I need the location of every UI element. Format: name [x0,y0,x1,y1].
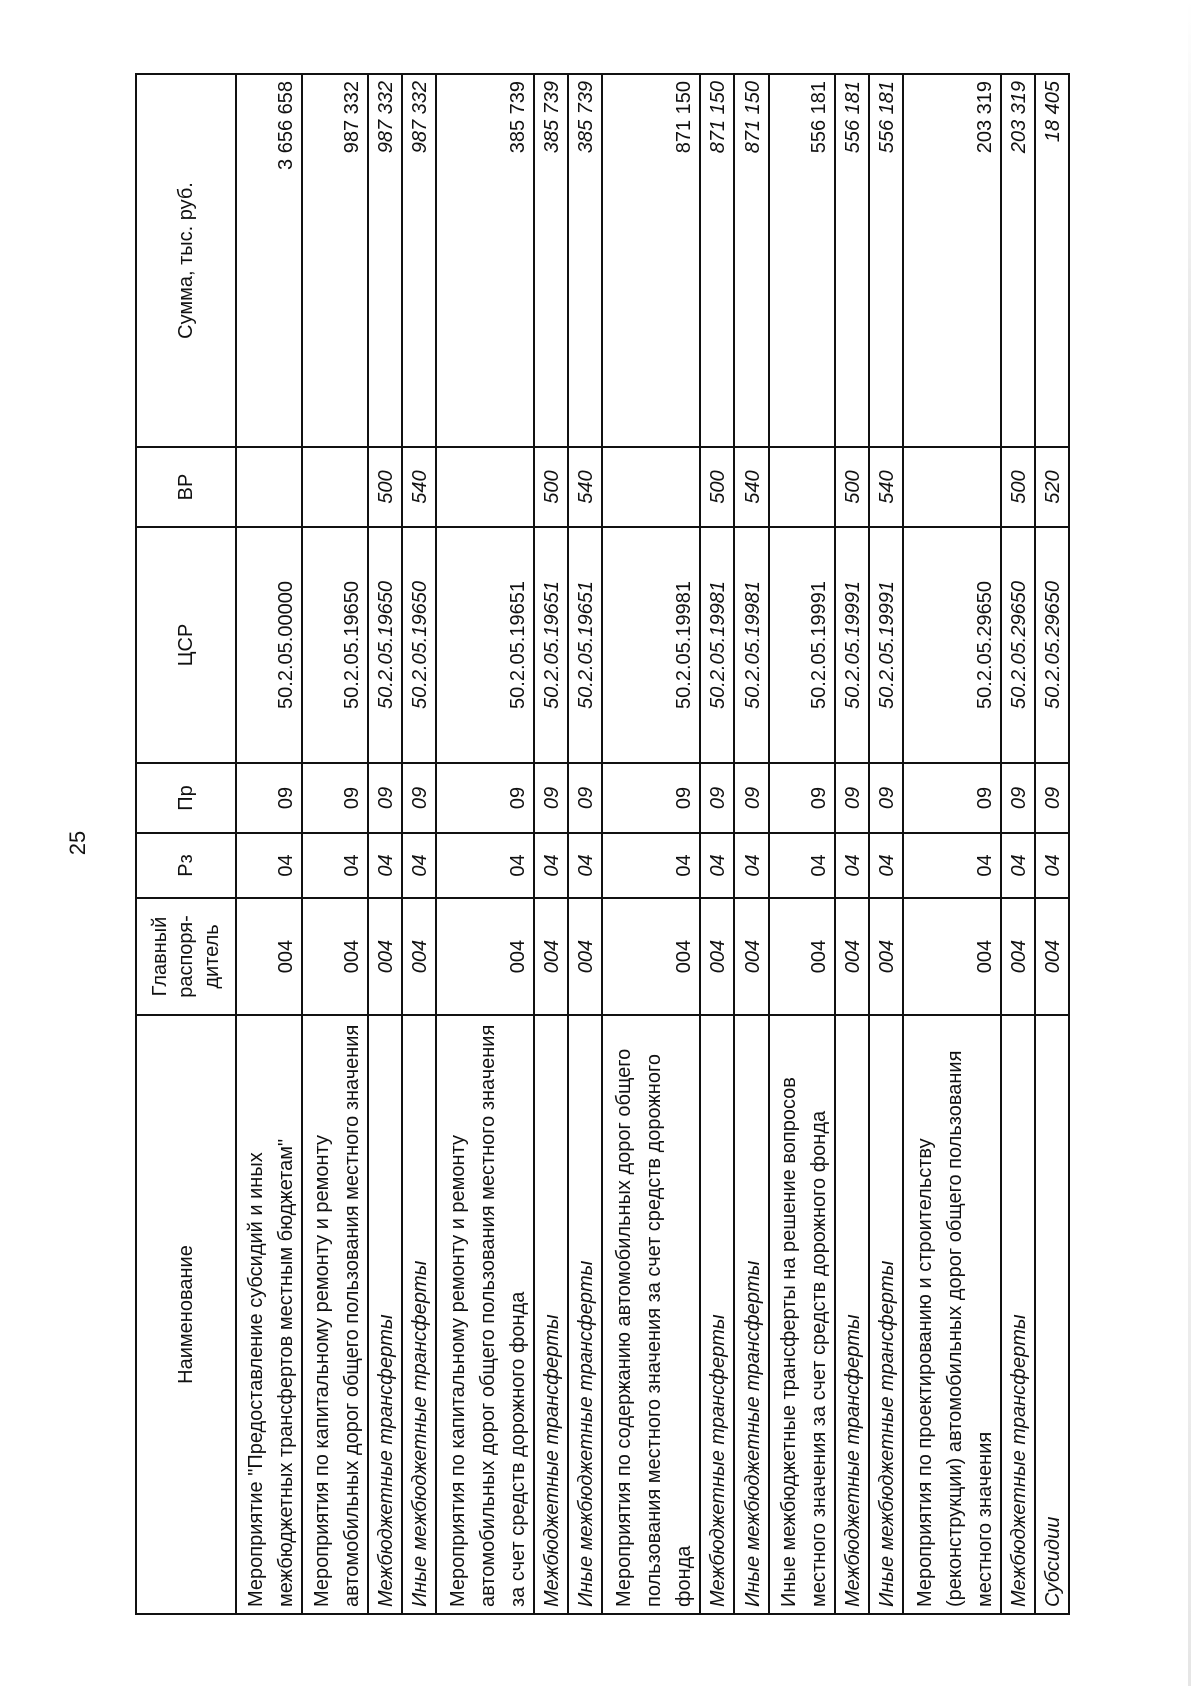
cell-rz: 04 [568,833,602,898]
cell-pr: 09 [236,763,302,833]
cell-name: Мероприятия по содержанию автомобильных дорог общего пользования местного значения за счет средств дорожного фонда [602,1015,700,1614]
cell-csr: 50.2.05.19991 [869,527,903,763]
cell-rz: 04 [835,833,869,898]
cell-sum: 556 181 [869,74,903,447]
table-row [368,74,402,1614]
cell-name: Межбюджетные трансферты [368,1015,402,1614]
cell-sum: 987 332 [302,74,368,447]
cell-rz: 04 [534,833,568,898]
table-row [302,74,368,1614]
cell-rz: 04 [769,833,835,898]
cell-pr: 09 [835,763,869,833]
cell-rz: 04 [368,833,402,898]
cell-admin: 004 [436,898,534,1015]
cell-pr: 09 [869,763,903,833]
cell-admin: 004 [835,898,869,1015]
cell-sum: 987 332 [368,74,402,447]
scan-edge [1188,0,1191,1686]
cell-vr: 540 [734,447,768,527]
cell-name: Межбюджетные трансферты [1001,1015,1035,1614]
cell-csr: 50.2.05.19981 [734,527,768,763]
budget-table-rotated [135,75,1070,1615]
cell-vr: 500 [700,447,734,527]
cell-admin: 004 [1001,898,1035,1015]
header-pr: Пр [136,763,236,833]
cell-name: Межбюджетные трансферты [835,1015,869,1614]
table-row [236,74,302,1614]
cell-rz: 04 [734,833,768,898]
cell-vr: 520 [1035,447,1069,527]
cell-admin: 004 [368,898,402,1015]
cell-csr: 50.2.05.29650 [1035,527,1069,763]
cell-name: Межбюджетные трансферты [534,1015,568,1614]
cell-csr: 50.2.05.19651 [534,527,568,763]
cell-admin: 004 [700,898,734,1015]
table-row [1035,74,1069,1614]
header-rz: Рз [136,833,236,898]
cell-vr [436,447,534,527]
cell-name: Мероприятия по капитальному ремонту и ремонту автомобильных дорог общего пользования местного значения [302,1015,368,1614]
cell-csr: 50.2.05.19650 [368,527,402,763]
cell-name: Мероприятия по проектированию и строительству (реконструкции) автомобильных дорог общего пользования местного значения [903,1015,1001,1614]
cell-name: Иные межбюджетные трансферты на решение вопросов местного значения за счет средств дорожного фонда [769,1015,835,1614]
cell-vr [302,447,368,527]
cell-vr [903,447,1001,527]
cell-pr: 09 [602,763,700,833]
cell-pr: 09 [302,763,368,833]
budget-table [135,73,1070,1615]
cell-csr: 50.2.05.19991 [769,527,835,763]
cell-sum: 385 739 [568,74,602,447]
cell-pr: 09 [568,763,602,833]
header-sum: Сумма, тыс. руб. [136,74,236,447]
cell-rz: 04 [869,833,903,898]
cell-pr: 09 [769,763,835,833]
cell-pr: 09 [436,763,534,833]
table-row [769,74,835,1614]
cell-vr: 500 [368,447,402,527]
table-row [1001,74,1035,1614]
table-row [835,74,869,1614]
table-row [869,74,903,1614]
cell-admin: 004 [602,898,700,1015]
cell-vr: 540 [869,447,903,527]
cell-admin: 004 [402,898,436,1015]
cell-pr: 09 [1001,763,1035,833]
cell-rz: 04 [700,833,734,898]
cell-csr: 50.2.05.29650 [1001,527,1035,763]
cell-sum: 556 181 [769,74,835,447]
cell-sum: 871 150 [734,74,768,447]
cell-rz: 04 [302,833,368,898]
table-row [903,74,1001,1614]
cell-csr: 50.2.05.19650 [302,527,368,763]
cell-csr: 50.2.05.19650 [402,527,436,763]
cell-vr: 500 [1001,447,1035,527]
cell-pr: 09 [700,763,734,833]
cell-admin: 004 [903,898,1001,1015]
table-row [436,74,534,1614]
header-name: Наименование [136,1015,236,1614]
cell-vr: 500 [835,447,869,527]
cell-pr: 09 [734,763,768,833]
cell-vr: 500 [534,447,568,527]
table-body [236,74,1069,1614]
cell-name: Иные межбюджетные трансферты [734,1015,768,1614]
cell-rz: 04 [236,833,302,898]
cell-sum: 871 150 [602,74,700,447]
cell-admin: 004 [869,898,903,1015]
cell-rz: 04 [436,833,534,898]
cell-name: Иные межбюджетные трансферты [402,1015,436,1614]
table-row [734,74,768,1614]
cell-csr: 50.2.05.19991 [835,527,869,763]
cell-admin: 004 [302,898,368,1015]
cell-sum: 385 739 [534,74,568,447]
page-number: 25 [65,830,90,856]
cell-name: Мероприятие "Предоставление субсидий и иных межбюджетных трансфертов местным бюджетам" [236,1015,302,1614]
cell-admin: 004 [1035,898,1069,1015]
cell-pr: 09 [534,763,568,833]
table-row [700,74,734,1614]
cell-rz: 04 [1035,833,1069,898]
cell-name: Субсидии [1035,1015,1069,1614]
cell-sum: 987 332 [402,74,436,447]
cell-sum: 3 656 658 [236,74,302,447]
cell-admin: 004 [236,898,302,1015]
cell-pr: 09 [368,763,402,833]
cell-rz: 04 [903,833,1001,898]
cell-sum: 556 181 [835,74,869,447]
cell-admin: 004 [568,898,602,1015]
table-row [568,74,602,1614]
header-admin: Главный распоря-дитель [136,898,236,1015]
cell-csr: 50.2.05.29650 [903,527,1001,763]
header-vr: ВР [136,447,236,527]
cell-vr [236,447,302,527]
cell-name: Мероприятия по капитальному ремонту и ремонту автомобильных дорог общего пользования местного значения за счет средств дорожного фонда [436,1015,534,1614]
cell-vr: 540 [568,447,602,527]
cell-rz: 04 [602,833,700,898]
cell-csr: 50.2.05.00000 [236,527,302,763]
cell-vr [602,447,700,527]
cell-csr: 50.2.05.19981 [602,527,700,763]
cell-csr: 50.2.05.19981 [700,527,734,763]
cell-rz: 04 [1001,833,1035,898]
cell-pr: 09 [903,763,1001,833]
cell-sum: 385 739 [436,74,534,447]
cell-pr: 09 [1035,763,1069,833]
cell-rz: 04 [402,833,436,898]
cell-sum: 203 319 [903,74,1001,447]
header-row [136,74,236,1614]
cell-sum: 203 319 [1001,74,1035,447]
cell-vr [769,447,835,527]
cell-sum: 871 150 [700,74,734,447]
cell-name: Иные межбюджетные трансферты [568,1015,602,1614]
cell-vr: 540 [402,447,436,527]
header-csr: ЦСР [136,527,236,763]
table-row [602,74,700,1614]
cell-name: Иные межбюджетные трансферты [869,1015,903,1614]
cell-admin: 004 [534,898,568,1015]
cell-admin: 004 [769,898,835,1015]
cell-csr: 50.2.05.19651 [436,527,534,763]
cell-admin: 004 [734,898,768,1015]
table-row [402,74,436,1614]
cell-sum: 18 405 [1035,74,1069,447]
cell-name: Межбюджетные трансферты [700,1015,734,1614]
cell-csr: 50.2.05.19651 [568,527,602,763]
table-row [534,74,568,1614]
cell-pr: 09 [402,763,436,833]
